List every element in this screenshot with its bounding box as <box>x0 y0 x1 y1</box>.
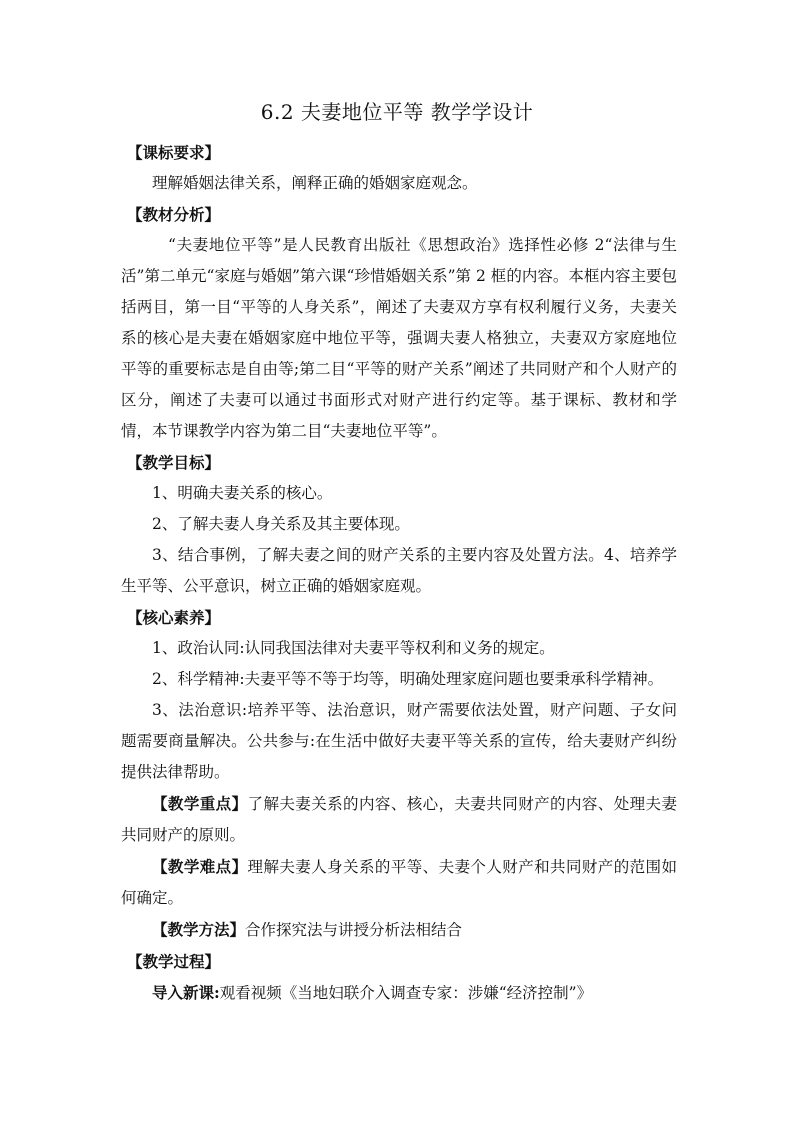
difficulties-text: 理解夫妻人身关系的平等、夫妻个人财产和共同财产的范围如何确定。 <box>121 858 677 907</box>
curriculum-heading: 【课标要求】 <box>127 143 221 162</box>
intro-label: 导入新课: <box>152 983 220 1002</box>
key-points-paragraph <box>121 788 677 851</box>
curriculum-text: 理解婚姻法律关系，阐释正确的婚姻家庭观念。 <box>152 174 478 192</box>
literacy-heading: 【核心素养】 <box>127 608 221 627</box>
methods-heading: 【教学方法】 <box>152 920 246 939</box>
key-points-heading: 【教学重点】 <box>152 794 248 813</box>
literacy-item: 1、政治认同:认同我国法律对夫妻平等权利和义务的规定。 <box>152 639 555 657</box>
document-body <box>121 137 677 1009</box>
methods-text: 合作探究法与讲授分析法相结合 <box>245 921 463 939</box>
page-title: 6.2 夫妻地位平等 教学学设计 <box>260 100 534 124</box>
literacy-item: 3、法治意识:培养平等、法治意识，财产需要依法处置，财产问题、子女问题需要商量解决。公共参与:在生活中做好夫妻平等关系的宣传，给夫妻财产纠纷提供法律帮助。 <box>121 701 677 781</box>
goal-item: 3、结合事例，了解夫妻之间的财产关系的主要内容及处置方法。4、培养学生平等、公平意识，树立正确的婚姻家庭观。 <box>121 546 677 595</box>
process-heading: 【教学过程】 <box>127 952 221 971</box>
intro-text: 观看视频《当地妇联介入调查专家：涉嫌“经济控制”》 <box>219 984 593 1002</box>
textbook-text: “夫妻地位平等”是人民教育出版社《思想政治》选择性必修 2“法律与生活”第二单元“家庭与婚姻”第六课“珍惜婚姻关系”第 2 框的内容。本框内容主要包括两目，第一目“平等的人身关系”，阐述了夫妻双方享有权利履行义务，夫妻关系的核心是夫妻在婚姻家庭中地位平等，强调夫妻人格独立，夫妻双方家庭地位平等的重要标志是自由等;第二目“平等的财产关系”阐述了共同财产和个人财产的区分，阐述了夫妻可以通过书面形式对财产进行约定等。基于课标、教材和学情，本节课教学内容为第二目“夫妻地位平等”。 <box>121 236 677 440</box>
textbook-heading: 【教材分析】 <box>127 205 221 224</box>
intro-paragraph <box>121 977 677 1009</box>
key-points-text: 了解夫妻关系的内容、核心，夫妻共同财产的内容、处理夫妻共同财产的原则。 <box>121 795 677 844</box>
goals-heading: 【教学目标】 <box>127 453 221 472</box>
literacy-item: 2、科学精神:夫妻平等不等于均等，明确处理家庭问题也要秉承科学精神。 <box>152 670 664 688</box>
difficulties-heading: 【教学难点】 <box>152 857 248 876</box>
difficulties-paragraph <box>121 851 677 914</box>
goal-item: 2、了解夫妻人身关系及其主要体现。 <box>152 515 410 533</box>
goal-item: 1、明确夫妻关系的核心。 <box>152 484 333 502</box>
methods-paragraph <box>121 914 677 946</box>
